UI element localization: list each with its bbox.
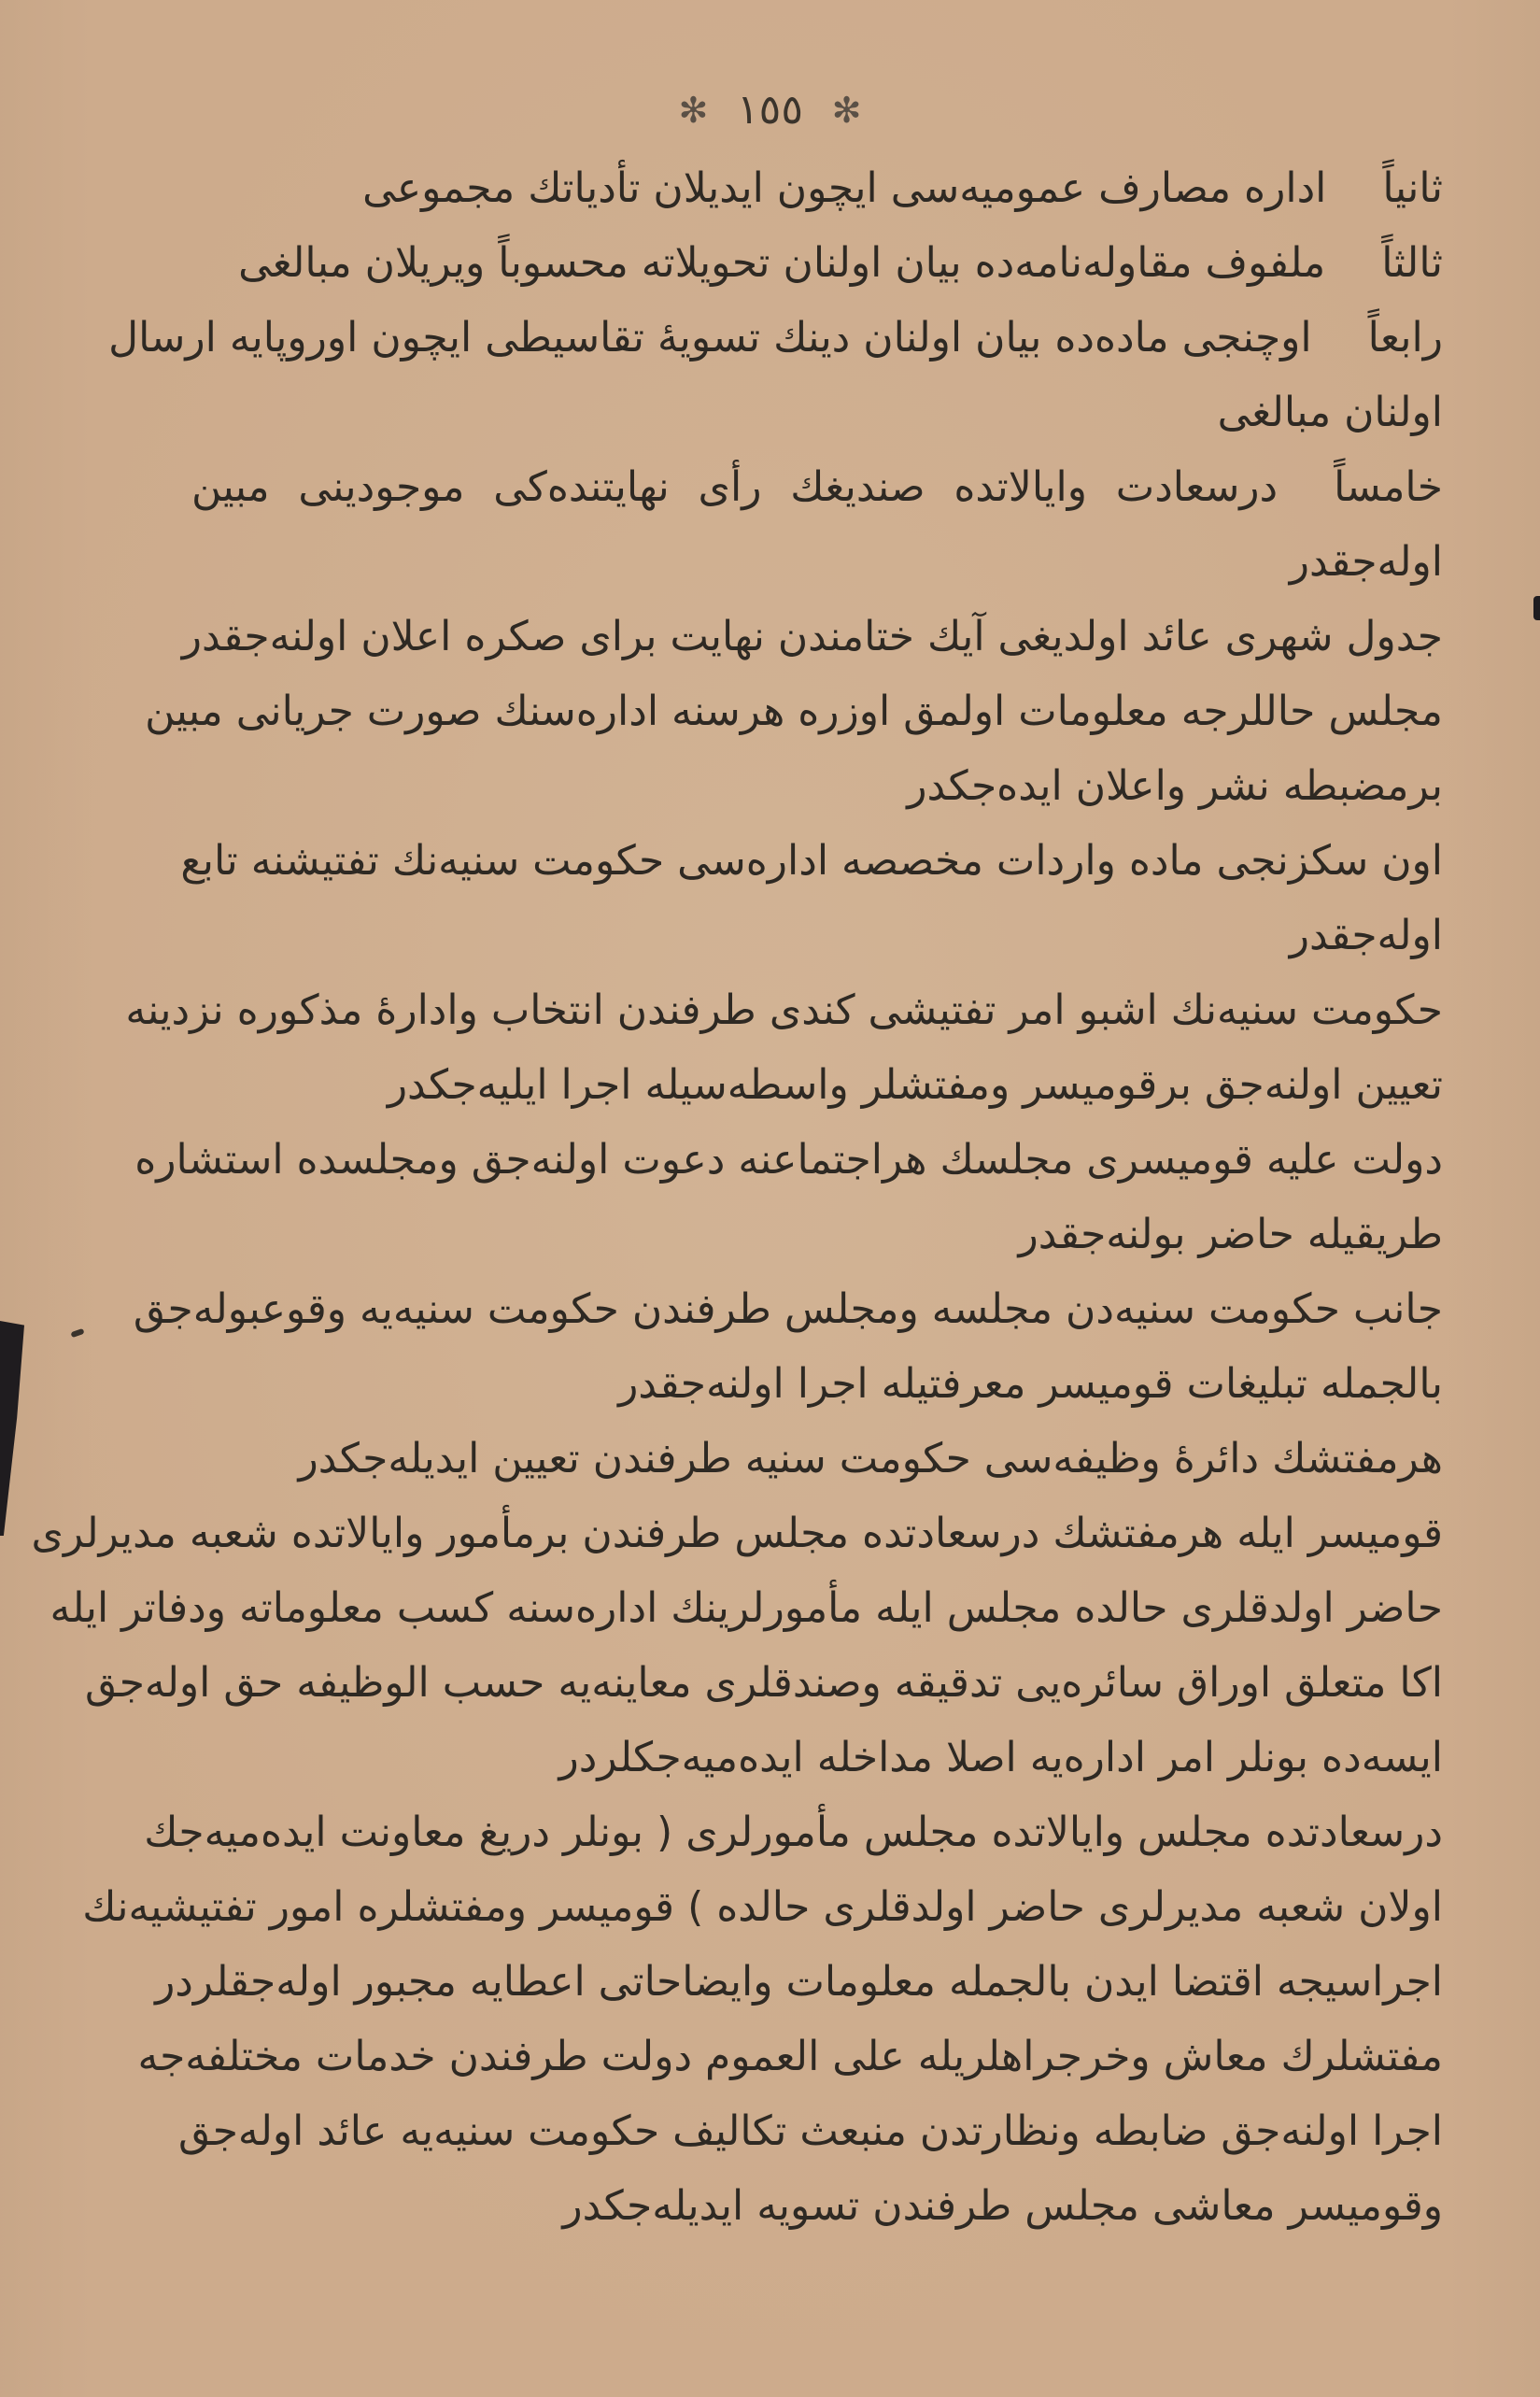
text-line [191, 2169, 1443, 2244]
text-line [133, 1272, 1443, 1347]
section-marker: رابعاً [1367, 314, 1443, 362]
line-text: دولت علیه قومیسری مجلسك هراجتماعنه دعوت اولنه‌جق ومجلسده استشاره [134, 1136, 1443, 1184]
ink-speck [70, 1328, 84, 1338]
line-text: اجرا اولنه‌جق ضابطه ونظارتدن منبعث تکالیف حکومت سنیه‌یه عائد اوله‌جق [178, 2107, 1443, 2155]
line-text: درسعادت وایالاتده صندیغك رأی نهایتنده‌کی موجودینی مبین [191, 463, 1279, 511]
text-line [181, 600, 1443, 674]
scan-edge-shadow [1533, 596, 1540, 620]
text-line [191, 525, 1443, 600]
line-text: اولنان مبالغی [1217, 389, 1443, 436]
text-line [145, 674, 1443, 749]
text-line [191, 1048, 1443, 1123]
line-text: مفتشلرك معاش وخرجراهلریله علی العموم دولت طرفندن خدمات مختلفه‌جه [137, 2033, 1443, 2080]
text-line [191, 899, 1443, 973]
ornament-icon: ✻ [831, 89, 862, 131]
section-marker: خامساً [1334, 463, 1443, 511]
line-text: طریقیله حاضر بولنه‌جقدر [1018, 1211, 1443, 1258]
ornament-icon: ✻ [678, 89, 709, 131]
text-line [155, 1945, 1443, 2020]
line-text: حکومت سنیه‌نك اشبو امر تفتیشی کندی طرفندن انتخاب واداره‌ٔ مذکوره نزدینه [125, 986, 1443, 1034]
line-text: هرمفتشك دائره‌ٔ وظیفه‌سی حکومت سنیه طرفندن تعیین ایدیله‌جکدر [298, 1435, 1443, 1482]
line-text: اکا متعلق اوراق سائره‌یی تدقیقه وصندقلری معاینه‌یه حسب الوظیفه حق اوله‌جق [85, 1659, 1443, 1707]
line-text: درسعادتده مجلس وایالاتده مجلس مأمورلری ( بونلر دریغ معاونت ایده‌میه‌جك [144, 1808, 1443, 1856]
text-line [191, 1347, 1443, 1422]
page-number: ١٥٥ [737, 86, 803, 134]
text-line [134, 1123, 1443, 1198]
page-header [0, 86, 1540, 134]
text-line [49, 1571, 1443, 1646]
text-line [191, 1422, 1443, 1496]
line-text: اداره مصارف عموميه‌سی ایچون ایدیلان تأدیاتك مجموعی [362, 164, 1327, 212]
text-line [85, 1646, 1443, 1721]
text-line [191, 151, 1443, 226]
text-line [31, 1496, 1443, 1571]
line-text: قومیسر ایله هرمفتشك درسعادتده مجلس طرفندن برمأمور وایالاتده شعبه مدیرلری [31, 1510, 1443, 1557]
text-line [180, 824, 1443, 899]
line-text: اوله‌جقدر [1289, 912, 1443, 959]
text-line [191, 1721, 1443, 1795]
section-marker: ثانياً [1382, 164, 1443, 212]
text-line [137, 2020, 1443, 2094]
line-text: مجلس حاللرجه معلومات اولمق اوزره هرسنه اداره‌سنك صورت جریانی مبین [145, 688, 1443, 735]
line-text: حاضر اولدقلری حالده مجلس ایله مأمورلرینك اداره‌سنه کسب معلوماته ودفاتر ایله [49, 1584, 1443, 1632]
text-line [191, 1198, 1443, 1272]
line-text: بالجمله تبلیغات قومیسر معرفتیله اجرا اولنه‌جقدر [618, 1360, 1443, 1408]
line-text: ملفوف مقاوله‌نامه‌ده بیان اولنان تحویلاته محسوباً ویریلان مبالغی [238, 239, 1326, 287]
line-text: ایسه‌ده بونلر امر اداره‌یه اصلا مداخله ایده‌میه‌جکلردر [558, 1734, 1443, 1781]
line-text: جدول شهری عائد اولدیغی آیك ختامندن نهایت برای صکره اعلان اولنه‌جقدر [181, 613, 1443, 660]
section-marker: ثالثاً [1381, 239, 1443, 287]
line-text: وقومیسر معاشی مجلس طرفندن تسویه ایدیله‌جکدر [562, 2182, 1443, 2230]
line-text: اوچنجی ماده‌ده بیان اولنان دینك تسویهٔ تقاسیطی ایچون اوروپایه ارسال [108, 314, 1312, 362]
text-line [82, 1870, 1443, 1945]
text-line [191, 376, 1443, 450]
line-text: اون سکزنجی ماده واردات مخصصه اداره‌سی حکومت سنیه‌نك تفتیشنه تابع [180, 837, 1443, 885]
text-line [108, 301, 1443, 376]
line-text: اولان شعبه مدیرلری حاضر اولدقلری حالده ) قومیسر ومفتشلره امور تفتیشیه‌نك [82, 1883, 1443, 1931]
line-text: اجراسیجه اقتضا ایدن بالجمله معلومات وایضاحاتی اعطایه مجبور اوله‌جقلردر [155, 1958, 1443, 2006]
body-text [31, 151, 1443, 2244]
text-line [178, 2094, 1443, 2169]
scan-edge-shadow [0, 1321, 24, 1536]
text-line [191, 450, 1443, 525]
line-text: اوله‌جقدر [1289, 538, 1443, 586]
text-line [191, 749, 1443, 824]
text-line [191, 226, 1443, 301]
text-line [125, 973, 1443, 1048]
text-line [144, 1795, 1443, 1870]
line-text: تعیین اولنه‌جق برقومیسر ومفتشلر واسطه‌سیله اجرا ایلیه‌جکدر [387, 1061, 1443, 1109]
line-text: برمضبطه نشر واعلان ایده‌جکدر [907, 762, 1443, 810]
line-text: جانب حکومت سنیه‌دن مجلسه ومجلس طرفندن حکومت سنیه‌یه وقوعبوله‌جق [133, 1285, 1443, 1333]
